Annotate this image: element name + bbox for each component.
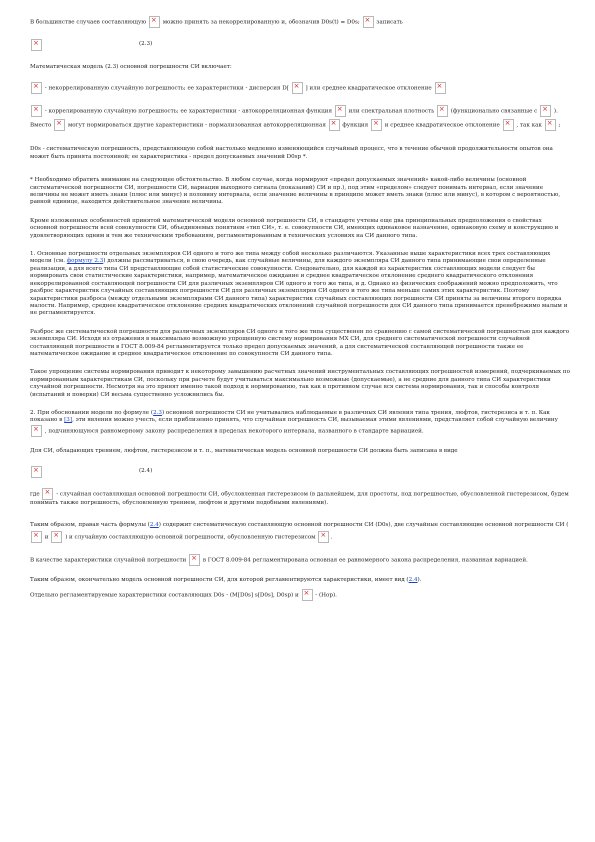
text: ; bbox=[558, 122, 561, 129]
equation-2-4 bbox=[30, 464, 570, 480]
text: можно принять за некоррелированную и, обозначив D0s(t) = D0s; bbox=[162, 19, 360, 26]
text: ] или среднее квадратическое отклонение bbox=[305, 85, 432, 92]
text: , так как bbox=[516, 122, 542, 129]
text: В большинстве случаев составляющую bbox=[30, 19, 147, 26]
paragraph bbox=[30, 251, 570, 318]
broken-image-icon bbox=[503, 119, 514, 131]
text: ). Вместо bbox=[30, 108, 558, 129]
paragraph bbox=[30, 519, 570, 544]
broken-image-icon bbox=[31, 466, 42, 478]
formula-link[interactable]: 2.4 bbox=[149, 521, 159, 528]
text: , эти явления можно учесть, если приблизенно принять, что случайная погрешность СИ, вызываемая этими явлениями, представляет собой случайную величину bbox=[72, 417, 558, 424]
text: Таким образом, правая часть формулы ( bbox=[30, 521, 150, 528]
broken-image-icon bbox=[292, 82, 303, 94]
paragraph bbox=[30, 16, 570, 28]
broken-image-icon bbox=[189, 554, 200, 566]
text: - случайная составляющая основной погрешности СИ, обусловленная гистерезисом (в дальнейшем, для простоты, под погрешностью, обусловленной гистерезисом, будем понимать также погрешность, обусловленную трением, люфтом и другими подобными явлениями). bbox=[30, 491, 569, 507]
broken-image-icon bbox=[329, 119, 340, 131]
paragraph: Разброс же систематической погрешности для различных экземпляров СИ одного и того же типа существенен по сравнению с самой систематической погрешностью для каждого экземпляра СИ. Исходя из отражения в максимально возможную упрощенную систему нормирования МХ СИ, для среднего систематической погрешности случайной составляющей погрешности в ГОСТ 8.009-84 регламентируется только предел допускаемых значений, а для систематической составляющей погрешности также ее математическое ожидание и среднее квадратическое отклонение по совокупности СИ данного типа. bbox=[30, 328, 570, 357]
paragraph bbox=[30, 410, 570, 437]
text: в ГОСТ 8.009-84 регламентирована основная ее равномерного закона распределения, названная вариацией. bbox=[202, 557, 528, 564]
broken-image-icon bbox=[371, 119, 382, 131]
footnote: * Необходимо обратить внимание на следующее обстоятельство. В любом случае, когда нормируют «предел допускаемых значений» какой-либо величины (основной систематической погрешности СИ, погрешности СИ, вариации выходного сигнала (показаний) СИ и пр.), под этим «пределом» следует понимать интервал, если значение величины не может иметь знаки (плюс или минус) и половину интервала, если значение величины в принципе может иметь знаки (плюс или минус), в котором с вероятностью, равной единице, находится действительное значение величины. bbox=[30, 177, 561, 206]
text: функция bbox=[342, 122, 369, 129]
text: ) основной погрешности СИ не учитывались наблюдаемые в различных СИ явления типа трения, люфтов, гистерезиса и т. п. Как показано в bbox=[30, 409, 550, 424]
formula-link[interactable]: формулу 2.3 bbox=[66, 258, 104, 265]
broken-image-icon bbox=[31, 82, 42, 94]
text: или спектральная плотность bbox=[348, 108, 435, 115]
text: Таким образом, окончательно модель основной погрешности СИ, для которой регламентируются характеристики, имеет вид ( bbox=[30, 577, 409, 584]
text: и bbox=[44, 534, 49, 541]
broken-image-icon bbox=[31, 531, 42, 543]
text: где bbox=[30, 491, 40, 498]
document-body bbox=[30, 10, 570, 601]
broken-image-icon bbox=[54, 119, 65, 131]
text: 2. При обосновании модели по формуле ( bbox=[30, 409, 154, 416]
paragraph: D0s - систематическую погрешность, представляющую собой настолько медленно изменяющийся случайный процесс, что в течение обычной продолжительности опытов она может быть принята постоянной; ее характеристика - предел допускаемых значений D0sp *. bbox=[30, 146, 553, 160]
broken-image-icon bbox=[31, 105, 42, 117]
paragraph bbox=[30, 577, 570, 584]
text: - коррелированную случайную погрешность; ее характеристики - автокорреляционная функция bbox=[44, 108, 332, 115]
broken-image-icon bbox=[302, 589, 313, 601]
reference-link[interactable]: [3] bbox=[64, 417, 73, 424]
list-item bbox=[30, 105, 570, 132]
text: 1. Основные погрешности отдельных экземпляров СИ одного и того же типа между собой несколько различаются. Указанные выше характеристики всех трех составляющих модели (см. bbox=[30, 251, 551, 265]
paragraph bbox=[30, 488, 570, 507]
broken-image-icon bbox=[51, 531, 62, 543]
text: ) содержит систематическую составляющую основной погрешности СИ (D0s), две случайные составляющие основной погрешности СИ ( bbox=[158, 521, 569, 528]
broken-image-icon bbox=[435, 82, 446, 94]
broken-image-icon bbox=[318, 531, 329, 543]
text: могут нормироваться другие характеристики - нормализованная автокорреляционная bbox=[67, 122, 326, 129]
text: В качестве характеристики случайной погрешности bbox=[30, 557, 187, 564]
text: записать bbox=[376, 19, 403, 26]
paragraph bbox=[30, 589, 570, 601]
text: (функционально связанные с bbox=[450, 108, 538, 115]
broken-image-icon bbox=[335, 105, 346, 117]
broken-image-icon bbox=[42, 488, 53, 500]
broken-image-icon bbox=[540, 105, 551, 117]
paragraph: Для СИ, обладающих трением, люфтом, гистерезисом и т. п., математическая модель основной погрешности СИ должна быть записана в виде bbox=[30, 447, 458, 454]
formula-link[interactable]: 2.4 bbox=[408, 577, 418, 584]
equation-number: (2.4) bbox=[139, 468, 153, 475]
paragraph: Кроме изложенных особенностей принятой математической модели основной погрешности СИ, в стандарте учтены еще два принципиальных предположения о свойствах основной погрешности всей совокупности СИ, объединяемых понятием «тип СИ», т. е. совокупности СИ, имеющих одинаковое назначение, одинаковую схему и конструкцию и удовлетворяющих одним и тем же техническим требованиям, регламентированным в технических условиях на СИ данного типа. bbox=[30, 217, 559, 239]
text: - некоррелированную случайную погрешность; ее характеристики - дисперсия D[ bbox=[44, 85, 289, 92]
list-item bbox=[30, 82, 570, 94]
paragraph bbox=[30, 554, 570, 566]
broken-image-icon bbox=[437, 105, 448, 117]
formula-link[interactable]: 2.3 bbox=[153, 409, 162, 416]
text: и среднее квадратическое отклонение bbox=[384, 122, 500, 129]
text: . bbox=[330, 534, 333, 541]
broken-image-icon bbox=[545, 119, 556, 131]
text: ) должны рассматриваться, в свою очередь, как случайные величины, для каждого экземпляра СИ данного типа принимающие свои определенные реализации, а для всего типа СИ представляющие собой статистические совокупности. Следовательно, для каждой из характеристик составляющих модели следует бы нормировать свои статистические характеристики, например, математическое ожидание и среднее квадратическое отклонение среднего квадратического отклонения некоррелированной составляющей погрешности СИ для различных экземпляров СИ одного и того же типа, и д. Однако из физических соображений можно предположить, что разброс характеристик случайных составляющих погрешности СИ для различных экземпляров СИ одного и того же типа меньше самих этих характеристик. Поэтому характеристики разброса (между отдельными экземплярами СИ данного типа) характеристик случайных составляющих погрешности СИ приняты за величины второго порядка малости. Например, среднее квадратическое отклонение средних квадратических отклонений случайной погрешности для СИ данного типа принимается пренебрежимо малым и не регламентируется. bbox=[30, 258, 568, 317]
broken-image-icon bbox=[149, 16, 160, 28]
text: Отдельно регламентируемые характеристики составляющих D0s - (M[D0s] s[D0s], D0sp) и bbox=[30, 592, 299, 598]
text: ). bbox=[417, 577, 422, 584]
paragraph: Такое упрощение системы нормирования приводит к некоторому завышению расчетных значений инструментальных составляющих погрешностей измерений, подчеркиваемых по нормированным характеристикам СИ, поскольку при расчете будут учитываться максимально возможные (допускаемые), а не средние для данного типа СИ характеристики случайной погрешности. Несмотря на это принят именно такой подход к нормированию, так как в противном случае вся система нормирования, так и способы контроля (испытаний и поверки) СИ весьма существенно усложнились бы. bbox=[30, 369, 570, 398]
text: ) и случайную составляющую основной погрешности, обусловленную гистерезисом bbox=[65, 534, 316, 541]
text: - (Hop). bbox=[315, 592, 337, 598]
broken-image-icon bbox=[363, 16, 374, 28]
paragraph: Математическая модель (2.3) основной погрешности СИ включает: bbox=[30, 64, 232, 70]
equation-2-3 bbox=[30, 37, 570, 53]
broken-image-icon bbox=[31, 425, 42, 437]
equation-number: (2.3) bbox=[139, 41, 153, 48]
text: , подчиняющуюся равномерному закону распределения в пределах некоторого интервала, названного в стандарте вариацией. bbox=[44, 428, 424, 435]
broken-image-icon bbox=[31, 39, 42, 51]
